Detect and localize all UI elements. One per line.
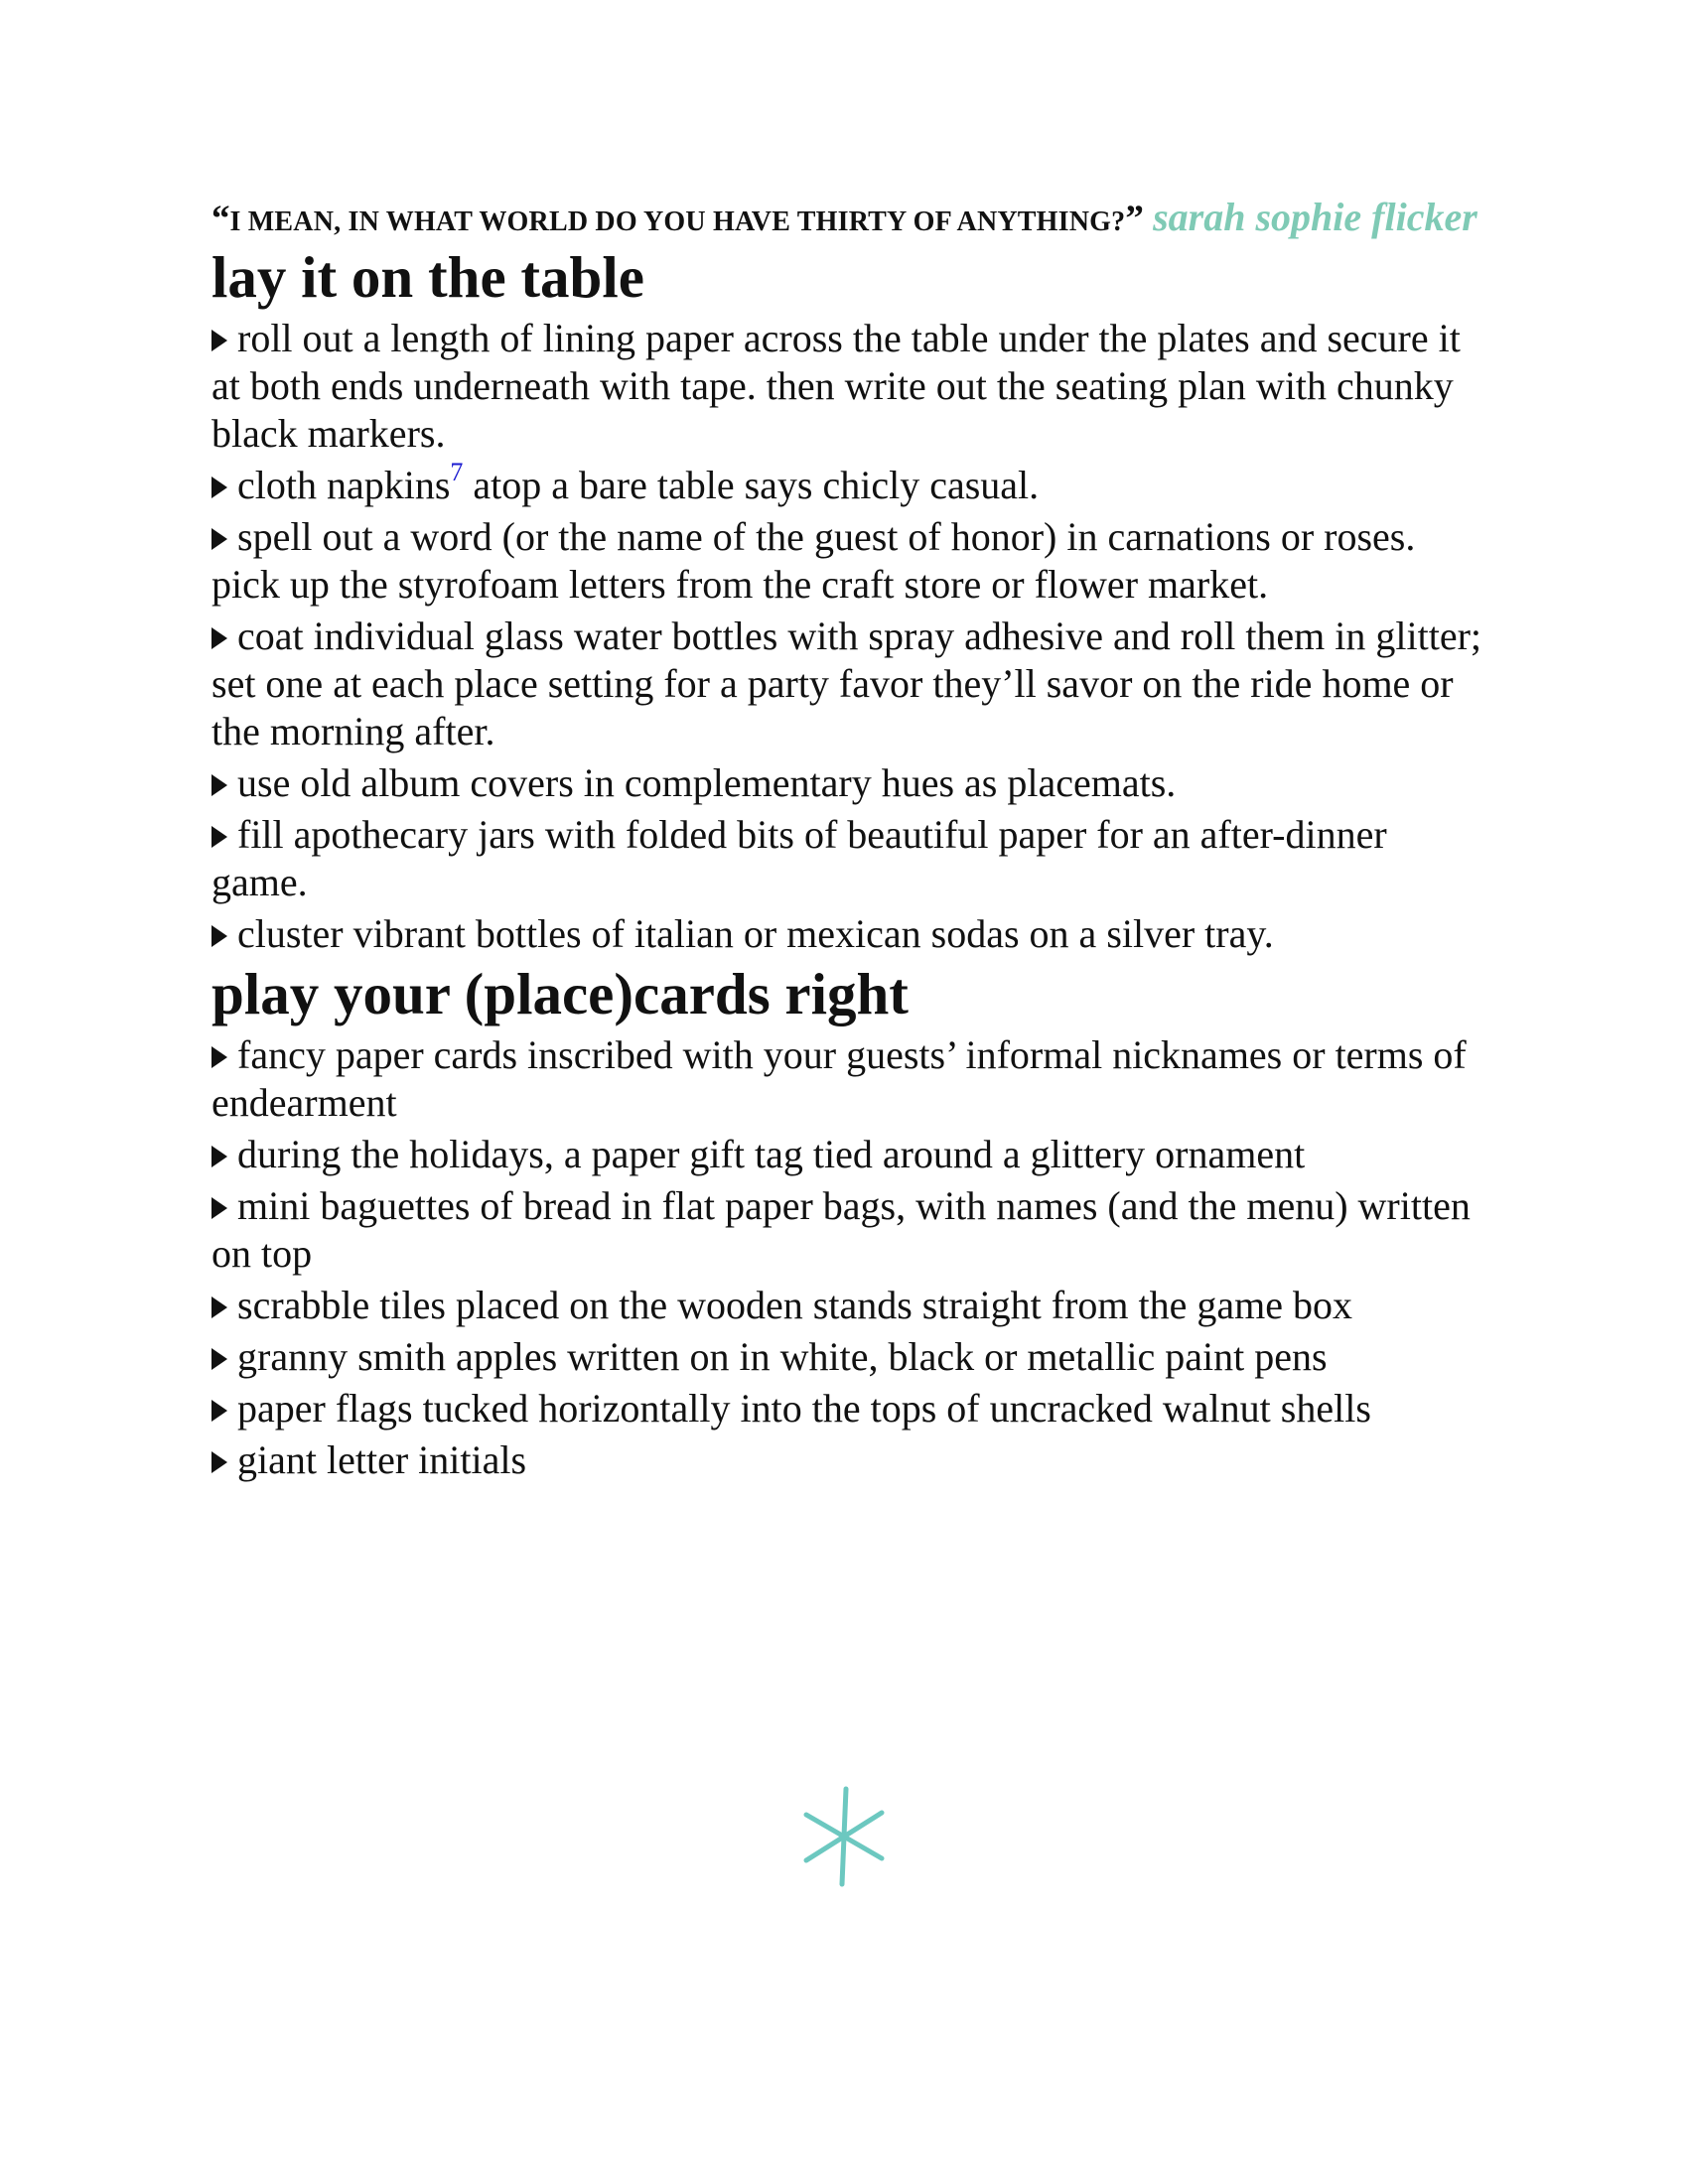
list-item-text: cluster vibrant bottles of italian or mexican sodas on a silver tray.: [237, 911, 1274, 956]
bullet-arrow-icon: [211, 330, 227, 351]
list-item-text: cloth napkins: [237, 463, 451, 507]
list-item: [211, 1436, 1492, 1484]
bullet-arrow-icon: [211, 1297, 227, 1318]
list-item-text: mini baguettes of bread in flat paper bags, with names (and the menu) written on top: [211, 1183, 1471, 1276]
section-list-placecard-ideas: [211, 1031, 1492, 1484]
bullet-arrow-icon: [211, 1451, 227, 1473]
list-item-text: use old album covers in complementary hues as placemats.: [237, 760, 1177, 805]
asterisk-icon: [794, 1785, 894, 1888]
list-item-text: atop a bare table says chicly casual.: [463, 463, 1040, 507]
bullet-arrow-icon: [211, 1046, 227, 1068]
list-item-text: giant letter initials: [237, 1437, 527, 1482]
bullet-arrow-icon: [211, 477, 227, 498]
list-item-text: coat individual glass water bottles with spray adhesive and roll them in glitter; set one at each place setting for a party favor they’ll savor on the ride home or the morning after.: [211, 614, 1482, 753]
list-item-text: spell out a word (or the name of the guest of honor) in carnations or roses. pick up the styrofoam letters from the craft store or flower market.: [211, 514, 1416, 607]
list-item-text: scrabble tiles placed on the wooden stands straight from the game box: [237, 1283, 1353, 1327]
list-item: [211, 315, 1492, 458]
list-item-text: fancy paper cards inscribed with your guests’ informal nicknames or terms of endearment: [211, 1032, 1467, 1125]
list-item: [211, 1282, 1492, 1329]
list-item-text: during the holidays, a paper gift tag tied around a glittery ornament: [237, 1132, 1306, 1176]
bullet-arrow-icon: [211, 826, 227, 848]
list-item-text: fill apothecary jars with folded bits of beautiful paper for an after-dinner game.: [211, 812, 1387, 904]
section-list-table-ideas: [211, 315, 1492, 958]
bullet-arrow-icon: [211, 627, 227, 649]
footnote-link[interactable]: 7: [450, 458, 464, 486]
bullet-arrow-icon: [211, 925, 227, 947]
bullet-arrow-icon: [211, 1146, 227, 1167]
list-item: [211, 513, 1492, 609]
list-item-text: paper flags tucked horizontally into the tops of uncracked walnut shells: [237, 1386, 1371, 1431]
quote-text: I MEAN, IN WHAT WORLD DO YOU HAVE THIRTY OF ANYTHING?: [229, 206, 1126, 237]
list-item: [211, 613, 1492, 755]
bullet-arrow-icon: [211, 528, 227, 550]
epigraph-quote: [211, 194, 1492, 245]
bullet-arrow-icon: [211, 1400, 227, 1422]
list-item: [211, 759, 1492, 807]
list-item-text: granny smith apples written on in white, black or metallic paint pens: [237, 1334, 1328, 1379]
document-page: [211, 194, 1492, 1488]
list-item: [211, 811, 1492, 906]
bullet-arrow-icon: [211, 774, 227, 796]
bullet-arrow-icon: [211, 1197, 227, 1219]
quote-open-mark: “: [211, 199, 230, 239]
list-item: [211, 1333, 1492, 1381]
list-item: [211, 1385, 1492, 1433]
list-item: [211, 910, 1492, 958]
quote-close-mark: ”: [1125, 199, 1144, 239]
section-title-lay-it-on-the-table: lay it on the table: [211, 244, 644, 310]
list-item: [211, 458, 1492, 509]
quote-author: sarah sophie flicker: [1153, 195, 1477, 239]
section-title-play-your-placecards-right: play your (place)cards right: [211, 961, 909, 1026]
list-item: [211, 1131, 1492, 1178]
list-item: [211, 1031, 1492, 1127]
list-item: [211, 1182, 1492, 1278]
bullet-arrow-icon: [211, 1348, 227, 1370]
list-item-text: roll out a length of lining paper across the table under the plates and secure it at both ends underneath with tape. then write out the seating plan with chunky black markers.: [211, 316, 1461, 456]
